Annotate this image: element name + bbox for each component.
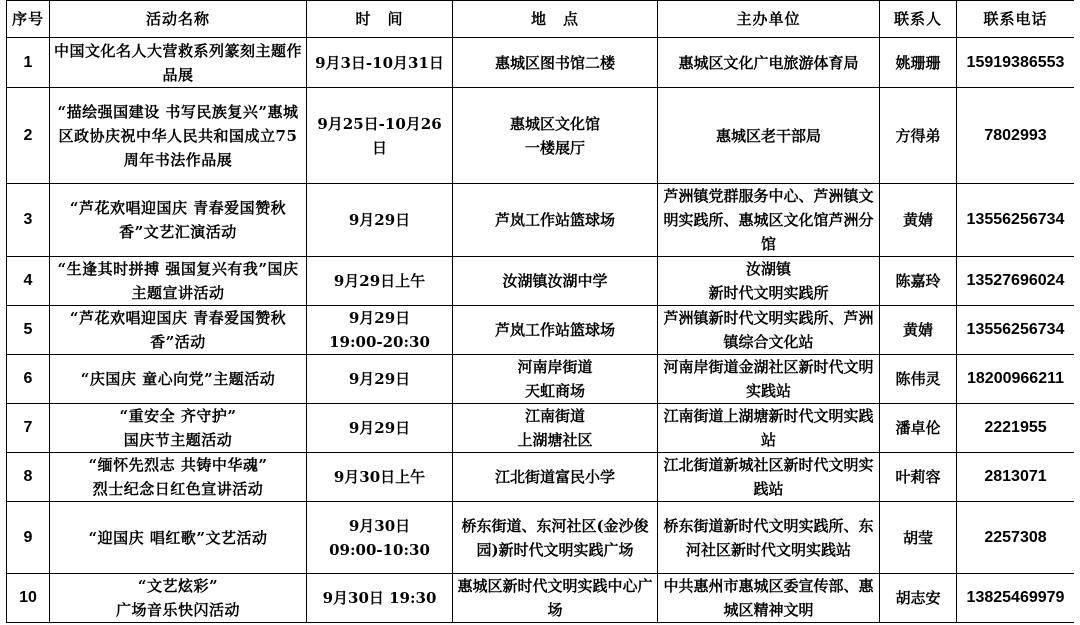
contact-phone: 18200966211 xyxy=(957,355,1075,404)
activity-table xyxy=(6,0,1074,623)
activity-time: 9月29日 xyxy=(307,184,453,257)
activity-table-container xyxy=(6,0,1074,625)
table-header-row xyxy=(7,1,1075,38)
header-contact: 联系人 xyxy=(880,1,957,38)
table-row xyxy=(7,38,1075,88)
table-row xyxy=(7,404,1075,453)
contact-phone: 13527696024 xyxy=(957,257,1075,306)
activity-time: 9月29日上午 xyxy=(307,257,453,306)
contact-phone: 2221955 xyxy=(957,404,1075,453)
activity-time: 9月30日 09:00-10:30 xyxy=(307,502,453,574)
contact-phone: 2257308 xyxy=(957,502,1075,574)
header-time: 时 间 xyxy=(307,1,453,38)
activity-location: 江北街道富民小学 xyxy=(453,453,658,502)
contact-person: 潘卓伦 xyxy=(880,404,957,453)
activity-time: 9月29日 19:00-20:30 xyxy=(307,306,453,355)
contact-phone: 13825469979 xyxy=(957,574,1075,623)
activity-time: 9月30日上午 xyxy=(307,453,453,502)
activity-organizer: 惠城区文化广电旅游体育局 xyxy=(658,38,880,88)
row-number: 3 xyxy=(7,184,50,257)
table-row xyxy=(7,257,1075,306)
activity-name: “芦花欢唱迎国庆 青春爱国赞秋香”文艺汇演活动 xyxy=(50,184,307,257)
activity-time: 9月25日-10月26日 xyxy=(307,88,453,184)
activity-name: “生逢其时拼搏 强国复兴有我”国庆主题宣讲活动 xyxy=(50,257,307,306)
contact-phone: 13556256734 xyxy=(957,184,1075,257)
table-row xyxy=(7,355,1075,404)
table-row xyxy=(7,453,1075,502)
activity-organizer: 中共惠州市惠城区委宣传部、惠城区精神文明 xyxy=(658,574,880,623)
activity-time: 9月30日 19:30 xyxy=(307,574,453,623)
activity-time: 9月3日-10月31日 xyxy=(307,38,453,88)
row-number: 8 xyxy=(7,453,50,502)
header-number: 序号 xyxy=(7,1,50,38)
activity-organizer: 芦洲镇新时代文明实践所、芦洲镇综合文化站 xyxy=(658,306,880,355)
activity-organizer: 河南岸街道金湖社区新时代文明实践站 xyxy=(658,355,880,404)
contact-phone: 7802993 xyxy=(957,88,1075,184)
activity-location: 惠城区文化馆 一楼展厅 xyxy=(453,88,658,184)
activity-organizer: 江北街道新城社区新时代文明实践站 xyxy=(658,453,880,502)
contact-person: 胡莹 xyxy=(880,502,957,574)
activity-name: “缅怀先烈志 共铸中华魂” 烈士纪念日红色宣讲活动 xyxy=(50,453,307,502)
row-number: 9 xyxy=(7,502,50,574)
activity-name: “重安全 齐守护” 国庆节主题活动 xyxy=(50,404,307,453)
header-phone: 联系电话 xyxy=(957,1,1075,38)
activity-location: 惠城区新时代文明实践中心广场 xyxy=(453,574,658,623)
activity-name: 中国文化名人大营救系列篆刻主题作品展 xyxy=(50,38,307,88)
activity-organizer: 桥东街道新时代文明实践所、东河社区新时代文明实践站 xyxy=(658,502,880,574)
activity-name: “庆国庆 童心向党”主题活动 xyxy=(50,355,307,404)
row-number: 2 xyxy=(7,88,50,184)
activity-location: 江南街道 上湖塘社区 xyxy=(453,404,658,453)
contact-person: 陈伟灵 xyxy=(880,355,957,404)
activity-location: 芦岚工作站篮球场 xyxy=(453,184,658,257)
row-number: 4 xyxy=(7,257,50,306)
table-row xyxy=(7,502,1075,574)
activity-name: “芦花欢唱迎国庆 青春爱国赞秋香”活动 xyxy=(50,306,307,355)
activity-location: 河南岸街道 天虹商场 xyxy=(453,355,658,404)
activity-organizer: 芦洲镇党群服务中心、芦洲镇文明实践所、惠城区文化馆芦洲分馆 xyxy=(658,184,880,257)
contact-person: 黄婧 xyxy=(880,306,957,355)
row-number: 5 xyxy=(7,306,50,355)
contact-phone: 15919386553 xyxy=(957,38,1075,88)
contact-person: 姚珊珊 xyxy=(880,38,957,88)
contact-phone: 13556256734 xyxy=(957,306,1075,355)
header-organizer: 主办单位 xyxy=(658,1,880,38)
contact-person: 陈嘉玲 xyxy=(880,257,957,306)
table-row xyxy=(7,306,1075,355)
contact-phone: 2813071 xyxy=(957,453,1075,502)
table-row xyxy=(7,184,1075,257)
activity-location: 芦岚工作站篮球场 xyxy=(453,306,658,355)
table-row xyxy=(7,574,1075,623)
contact-person: 黄婧 xyxy=(880,184,957,257)
row-number: 10 xyxy=(7,574,50,623)
row-number: 6 xyxy=(7,355,50,404)
activity-organizer: 汝湖镇 新时代文明实践所 xyxy=(658,257,880,306)
activity-name: “描绘强国建设 书写民族复兴”惠城区政协庆祝中华人民共和国成立75周年书法作品展 xyxy=(50,88,307,184)
row-number: 1 xyxy=(7,38,50,88)
row-number: 7 xyxy=(7,404,50,453)
header-activity-name: 活动名称 xyxy=(50,1,307,38)
activity-organizer: 惠城区老干部局 xyxy=(658,88,880,184)
header-location: 地 点 xyxy=(453,1,658,38)
activity-time: 9月29日 xyxy=(307,355,453,404)
table-row xyxy=(7,88,1075,184)
contact-person: 叶莉容 xyxy=(880,453,957,502)
activity-organizer: 江南街道上湖塘新时代文明实践站 xyxy=(658,404,880,453)
activity-location: 汝湖镇汝湖中学 xyxy=(453,257,658,306)
contact-person: 方得弟 xyxy=(880,88,957,184)
activity-name: “迎国庆 唱红歌”文艺活动 xyxy=(50,502,307,574)
activity-name: “文艺炫彩” 广场音乐快闪活动 xyxy=(50,574,307,623)
activity-location: 桥东街道、东河社区(金沙俊园)新时代文明实践广场 xyxy=(453,502,658,574)
activity-time: 9月29日 xyxy=(307,404,453,453)
activity-location: 惠城区图书馆二楼 xyxy=(453,38,658,88)
contact-person: 胡志安 xyxy=(880,574,957,623)
